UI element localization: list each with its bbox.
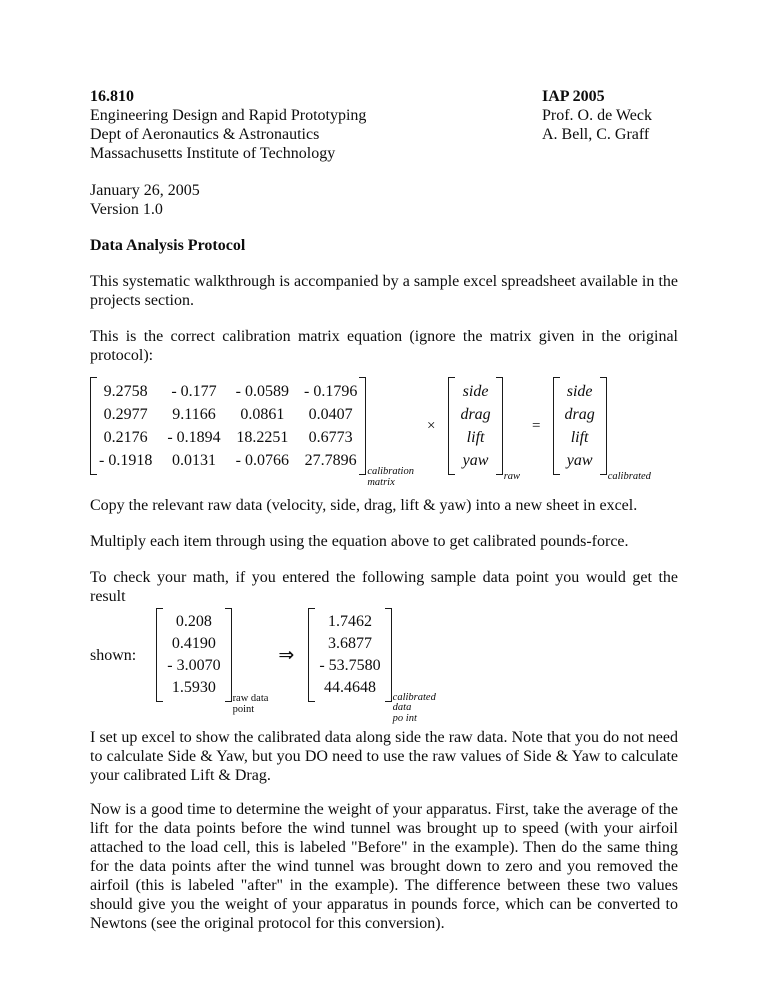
matrix-cell: 0.2176	[103, 429, 148, 446]
paragraph-intro: This systematic walkthrough is accompanied by a sample excel spreadsheet available in the projects section.	[90, 273, 678, 309]
calibrated-data-point-entries	[317, 611, 382, 699]
vector-entry: 1.7462	[328, 613, 372, 630]
institution: Massachusetts Institute of Technology	[90, 145, 336, 162]
matrix-cell: - 0.1894	[167, 429, 221, 446]
paragraph-multiply: Multiply each item through using the equation above to get calibrated pounds-force.	[90, 533, 629, 550]
paragraph-copy-data: Copy the relevant raw data (velocity, side, drag, lift & yaw) into a new sheet in excel.	[90, 497, 638, 514]
sample-data-equation	[90, 608, 678, 724]
department: Dept of Aeronautics & Astronautics	[90, 126, 320, 143]
header-left-column	[90, 87, 366, 163]
matrix-cell: - 0.0589	[235, 383, 289, 400]
matrix-cell: - 0.1796	[303, 383, 358, 400]
raw-data-point-entries	[165, 611, 222, 699]
paragraph-excel-setup: I set up excel to show the calibrated data along side the raw data. Note that you do not need to calculate Side & Yaw, but you DO need to use the raw values of Side & Yaw to calculate your calibrated Lift & Drag.	[90, 729, 678, 784]
vector-entry: yaw	[566, 452, 593, 469]
section-heading: Data Analysis Protocol	[90, 237, 246, 254]
staff: A. Bell, C. Graff	[542, 126, 650, 143]
vector-entry: 0.208	[175, 613, 212, 630]
calibrated-data-point-with-label	[308, 608, 436, 724]
vector-entry: lift	[466, 429, 485, 446]
raw-vector-with-label	[448, 377, 521, 482]
matrix-cell: 9.1166	[172, 406, 216, 423]
vector-entry: 0.4190	[171, 635, 216, 652]
calibration-matrix-cells	[99, 380, 357, 472]
matrix-cell: 0.0131	[171, 452, 216, 469]
term: IAP 2005	[542, 88, 605, 105]
raw-vector	[448, 377, 502, 475]
paragraph-calibration-note: This is the correct calibration matrix equation (ignore the matrix given in the original protocol):	[90, 328, 678, 364]
document-header	[90, 87, 678, 163]
shown-label: shown:	[90, 646, 137, 664]
raw-data-point-matrix	[156, 608, 231, 702]
paragraph-weight-determination: Now is a good time to determine the weight of your apparatus. First, take the average of the lift for the data points before the wind tunnel was brought up to speed (with your airfoil attached to the load cell, this is labeled "Before" in the example). Then do the same thing for the data points after the wind tunnel was brought down to zero and you removed the airfoil (this is labeled "after" in the example). The difference between these two values should give you the weight of your apparatus in pounds force, which can be converted to Newtons (see the original protocol for this conversion).	[90, 801, 678, 932]
calibrated-data-point-subscript: calibrated data po int	[392, 691, 436, 724]
document-version: Version 1.0	[90, 201, 163, 218]
implies-arrow: ⇒	[278, 644, 295, 666]
vector-entry: lift	[570, 429, 589, 446]
date-version-block	[90, 181, 678, 219]
calibrated-vector	[553, 377, 607, 475]
matrix-cell: 0.2977	[103, 406, 148, 423]
vector-entry: 44.4648	[324, 679, 376, 696]
raw-data-point-with-label	[156, 608, 269, 715]
vector-entry: drag	[460, 406, 491, 423]
calibration-matrix-with-label	[90, 377, 414, 488]
vector-entry: - 3.0070	[167, 657, 221, 674]
matrix-cell: - 0.1918	[99, 452, 153, 469]
matrix-cell: 18.2251	[236, 429, 289, 446]
vector-entry: yaw	[462, 452, 489, 469]
multiply-operator: ×	[426, 417, 436, 434]
raw-vector-entries	[457, 380, 493, 472]
header-right-column	[542, 87, 678, 163]
document-date: January 26, 2005	[90, 182, 200, 199]
vector-entry: side	[566, 383, 593, 400]
matrix-cell: 0.6773	[308, 429, 353, 446]
vector-entry: 1.5930	[171, 679, 216, 696]
raw-data-point-subscript: raw data point	[232, 693, 269, 715]
professor: Prof. O. de Weck	[542, 107, 652, 124]
vector-entry: drag	[564, 406, 595, 423]
calibrated-data-point-matrix	[308, 608, 391, 702]
course-title: Engineering Design and Rapid Prototyping	[90, 107, 367, 124]
matrix-cell: 0.0407	[308, 406, 353, 423]
calibration-matrix	[90, 377, 366, 475]
calibration-matrix-equation	[90, 377, 678, 488]
equals-operator: =	[532, 417, 541, 434]
calibrated-vector-entries	[562, 380, 598, 472]
vector-entry: side	[462, 383, 489, 400]
vector-entry: 3.6877	[328, 635, 372, 652]
course-number: 16.810	[90, 88, 134, 105]
calibration-matrix-subscript: calibration matrix	[367, 466, 414, 488]
vector-entry: - 53.7580	[319, 657, 381, 674]
matrix-cell: 27.7896	[304, 452, 357, 469]
calibrated-vector-with-label	[553, 377, 651, 482]
paragraph-check-math: To check your math, if you entered the following sample data point you would get the result	[90, 569, 678, 605]
matrix-cell: - 0.177	[171, 383, 217, 400]
raw-subscript: raw	[503, 470, 521, 482]
calibrated-subscript: calibrated	[607, 470, 651, 482]
matrix-cell: 9.2758	[103, 383, 148, 400]
matrix-cell: - 0.0766	[235, 452, 289, 469]
matrix-cell: 0.0861	[240, 406, 285, 423]
